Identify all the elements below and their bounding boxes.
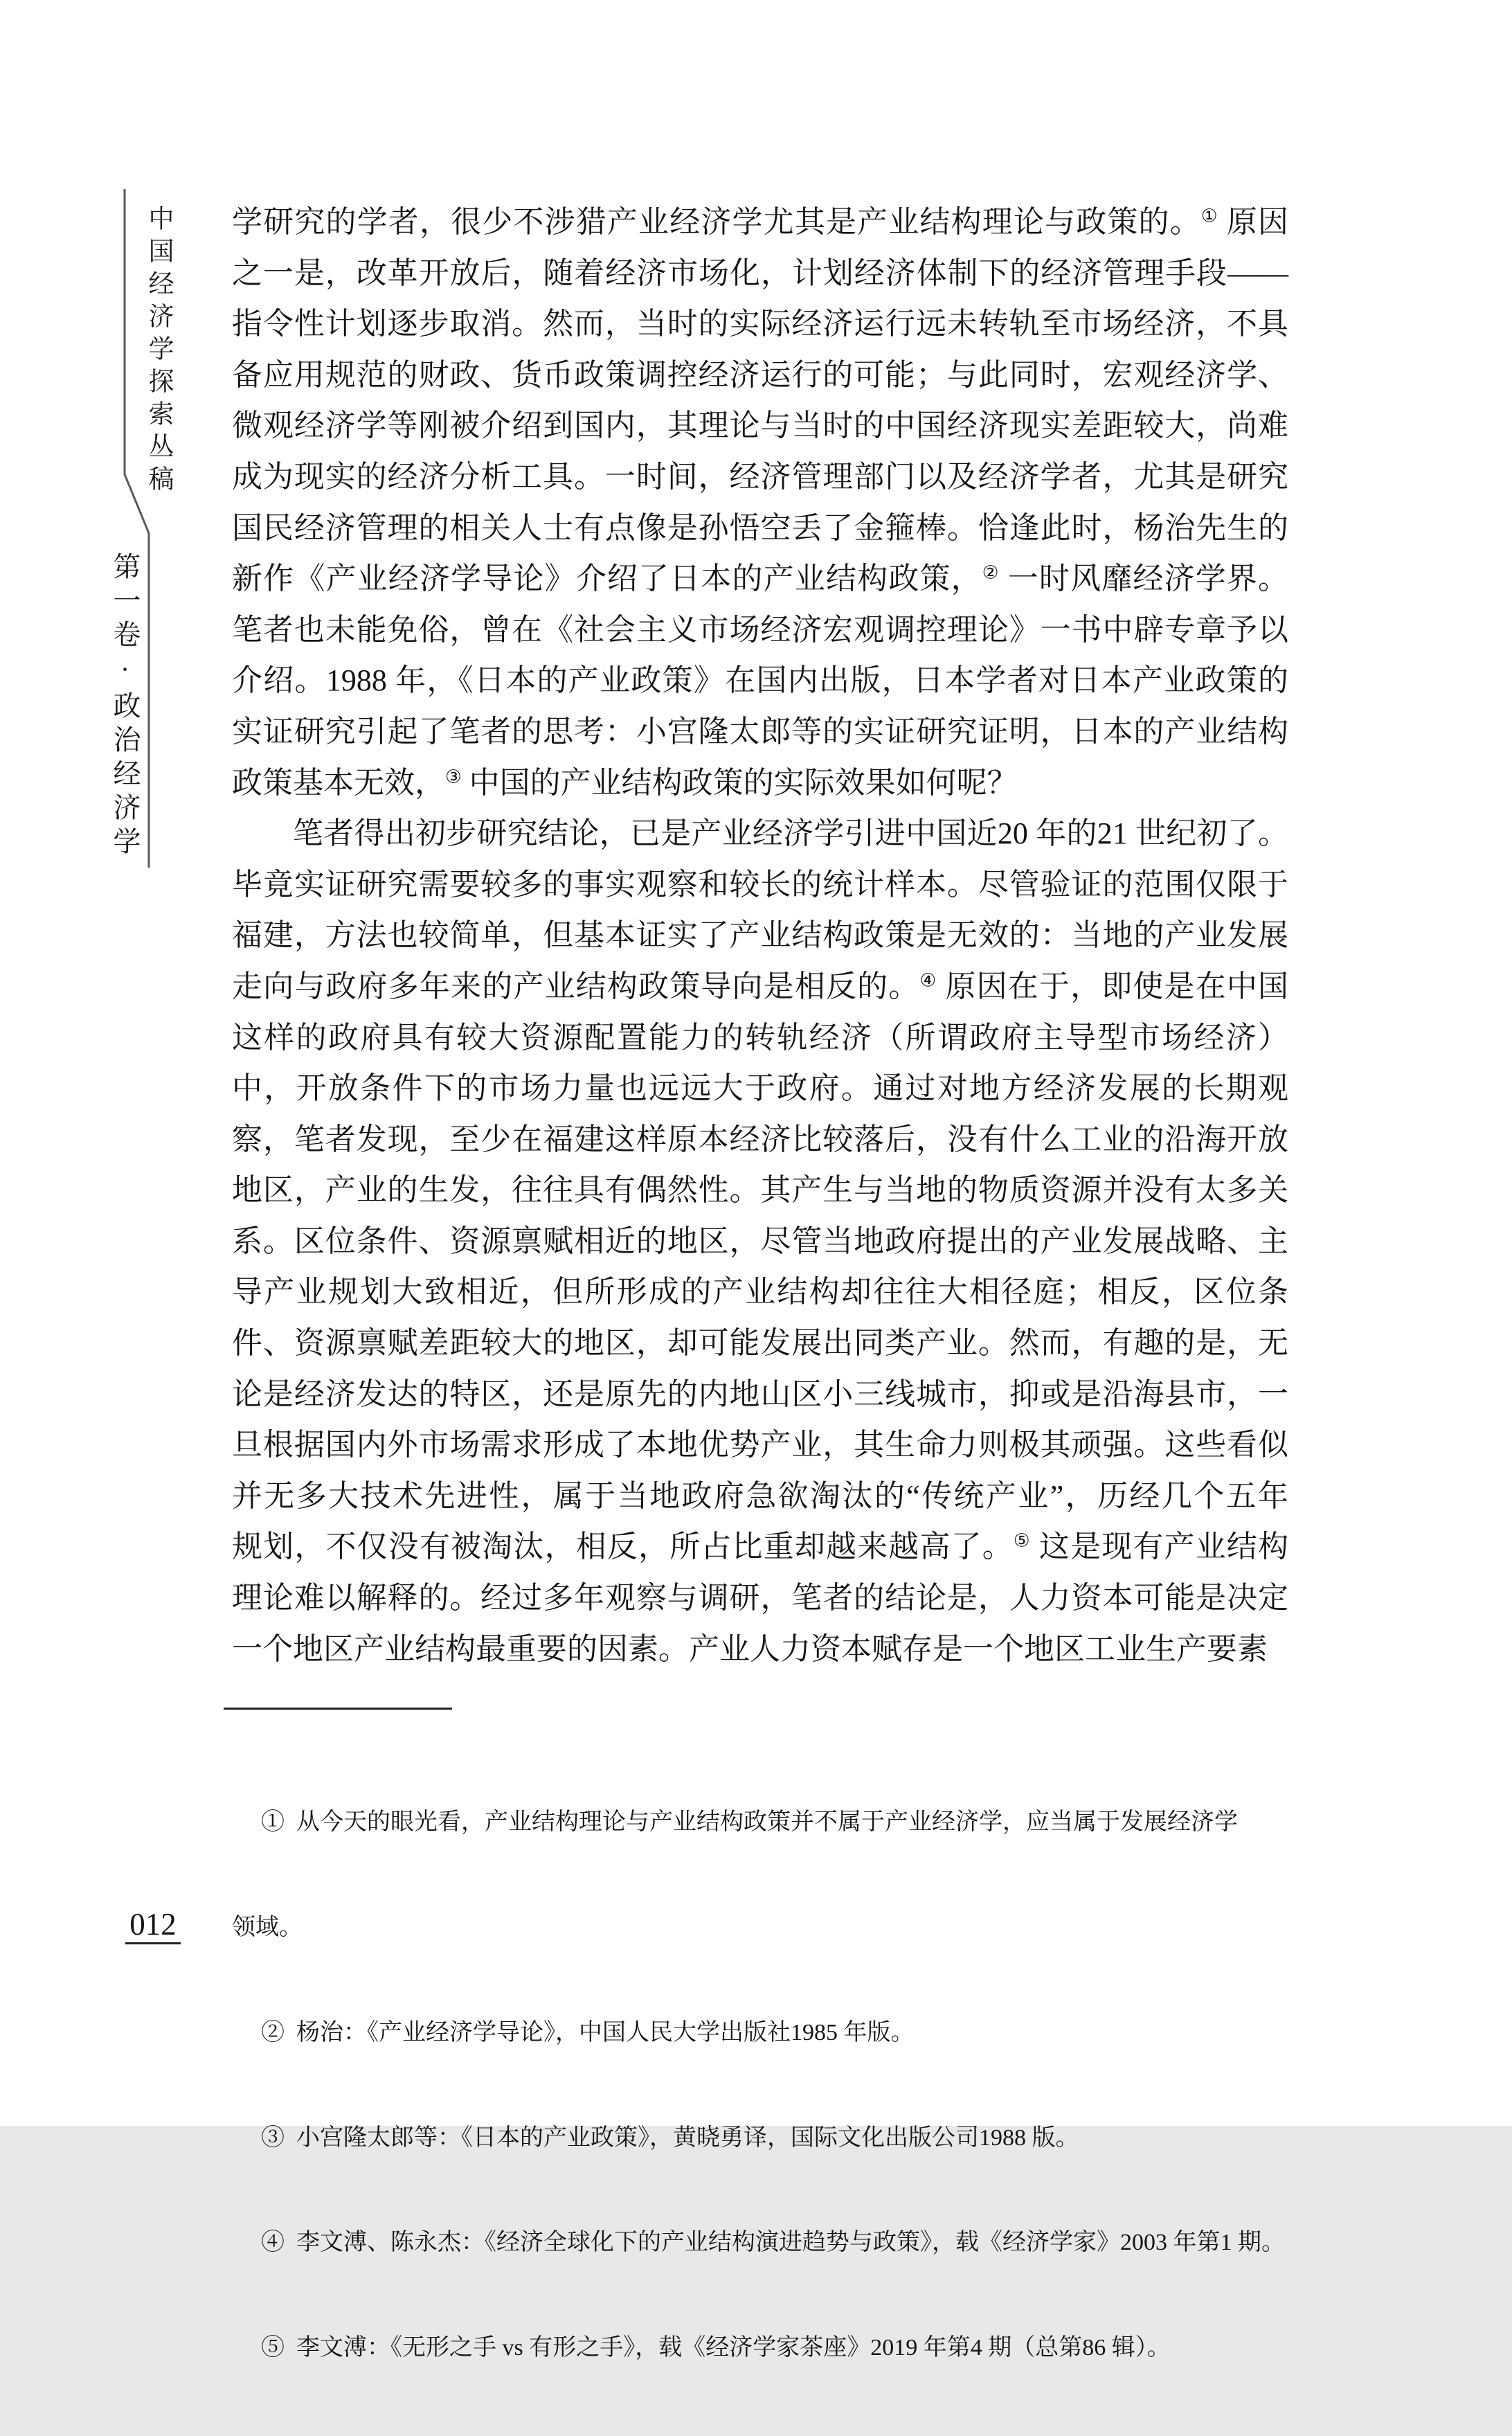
body-line: 察，笔者发现，至少在福建这样原本经济比较落后，没有什么工业的沿海开放 <box>232 1122 1288 1156</box>
body-line: 微观经济学等刚被介绍到国内，其理论与当时的中国经济现实差距较大，尚难 <box>232 409 1288 443</box>
footnote-line: ④ 李文溥、陈永杰：《经济全球化下的产业结构演进趋势与政策》，载《经济学家》2003 年第1 期。 <box>261 2230 1285 2256</box>
body-line: 备应用规范的财政、货币政策调控经济运行的可能；与此同时，宏观经济学、 <box>232 357 1288 392</box>
body-line: 毕竟实证研究需要较多的事实观察和较长的统计样本。尽管验证的范围仅限于 <box>232 867 1288 902</box>
footnote-separator <box>224 1708 452 1710</box>
body-line: 走向与政府多年来的产业结构政策导向是相反的。④ 原因在于，即使是在中国 <box>232 969 1289 1003</box>
footnote-line: ⑤ 李文溥：《无形之手 vs 有形之手》，载《经济学家茶座》2019 年第4 期（总第86 辑）。 <box>261 2335 1171 2361</box>
body-line: 成为现实的经济分析工具。一时间，经济管理部门以及经济学者，尤其是研究 <box>232 459 1288 494</box>
body-line: 理论难以解释的。经过多年观察与调研，笔者的结论是，人力资本可能是决定 <box>232 1581 1288 1615</box>
body-line: 政策基本无效，③ 中国的产业结构政策的实际效果如何呢？ <box>232 765 1018 800</box>
footnote-line: ① 从今天的眼光看，产业结构理论与产业结构政策并不属于产业经济学，应当属于发展经济学 <box>261 1809 1238 1836</box>
body-line: 福建，方法也较简单，但基本证实了产业结构政策是无效的：当地的产业发展 <box>232 918 1288 953</box>
body-line: 指令性计划逐步取消。然而，当时的实际经济运行远未转轨至市场经济，不具 <box>232 307 1288 341</box>
body-line: 件、资源禀赋差距较大的地区，却可能发展出同类产业。然而，有趣的是，无 <box>232 1326 1288 1361</box>
footnote-line: ② 杨治：《产业经济学导论》，中国人民大学出版社1985 年版。 <box>261 2019 915 2045</box>
body-line: 这样的政府具有较大资源配置能力的转轨经济（所谓政府主导型市场经济） <box>232 1020 1288 1055</box>
footnote-line: ③ 小宫隆太郎等：《日本的产业政策》，黄晓勇译，国际文化出版公司1988 版。 <box>261 2124 1079 2151</box>
body-line: 新作《产业经济学导论》介绍了日本的产业结构政策，② 一时风靡经济学界。 <box>232 562 1289 596</box>
body-line: 导产业规划大致相近，但所形成的产业结构却往往大相径庭；相反，区位条 <box>232 1275 1288 1309</box>
body-line: 之一是，改革开放后，随着经济市场化，计划经济体制下的经济管理手段—— <box>232 256 1288 290</box>
body-line: 学研究的学者，很少不涉猎产业经济学尤其是产业结构理论与政策的。① 原因 <box>232 205 1289 239</box>
body-line: 笔者得出初步研究结论，已是产业经济学引进中国近20 年的21 世纪初了。 <box>293 816 1288 851</box>
page-number: 012 <box>125 1908 181 1944</box>
body-line: 一个地区产业结构最重要的因素。产业人力资本赋存是一个地区工业生产要素 <box>232 1631 1268 1666</box>
body-line: 地区，产业的生发，往往具有偶然性。其产生与当地的物质资源并没有太多关 <box>232 1173 1288 1208</box>
body-text <box>232 197 1288 1674</box>
body-line: 并无多大技术先进性，属于当地政府急欲淘汰的“传统产业”，历经几个五年 <box>232 1478 1288 1513</box>
body-line: 中，开放条件下的市场力量也远远大于政府。通过对地方经济发展的长期观 <box>232 1071 1288 1106</box>
body-line: 系。区位条件、资源禀赋相近的地区，尽管当地政府提出的产业发展战略、主 <box>232 1224 1288 1258</box>
footnotes <box>232 1735 1381 2436</box>
body-line: 笔者也未能免俗，曾在《社会主义市场经济宏观调控理论》一书中辟专章予以 <box>232 612 1288 647</box>
body-line: 介绍。1988 年，《日本的产业政策》在国内出版，日本学者对日本产业政策的 <box>232 663 1288 698</box>
series-title-vertical: 中国经济学探索丛稿 <box>144 205 172 498</box>
body-line: 实证研究引起了笔者的思考：小宫隆太郎等的实证研究证明，日本的产业结构 <box>232 714 1288 749</box>
body-line: 旦根据国内外市场需求形成了本地优势产业，其生命力则极其顽强。这些看似 <box>232 1428 1288 1462</box>
body-line: 规划，不仅没有被淘汰，相反，所占比重却越来越高了。⑤ 这是现有产业结构 <box>232 1530 1289 1564</box>
volume-title-vertical: 第一卷·政治经济学 <box>109 552 141 861</box>
body-line: 国民经济管理的相关人士有点像是孙悟空丢了金箍棒。恰逢此时，杨治先生的 <box>232 510 1288 545</box>
footnote-line: 领域。 <box>232 1914 303 1940</box>
body-line: 论是经济发达的特区，还是原先的内地山区小三线城市，抑或是沿海县市，一 <box>232 1377 1288 1411</box>
